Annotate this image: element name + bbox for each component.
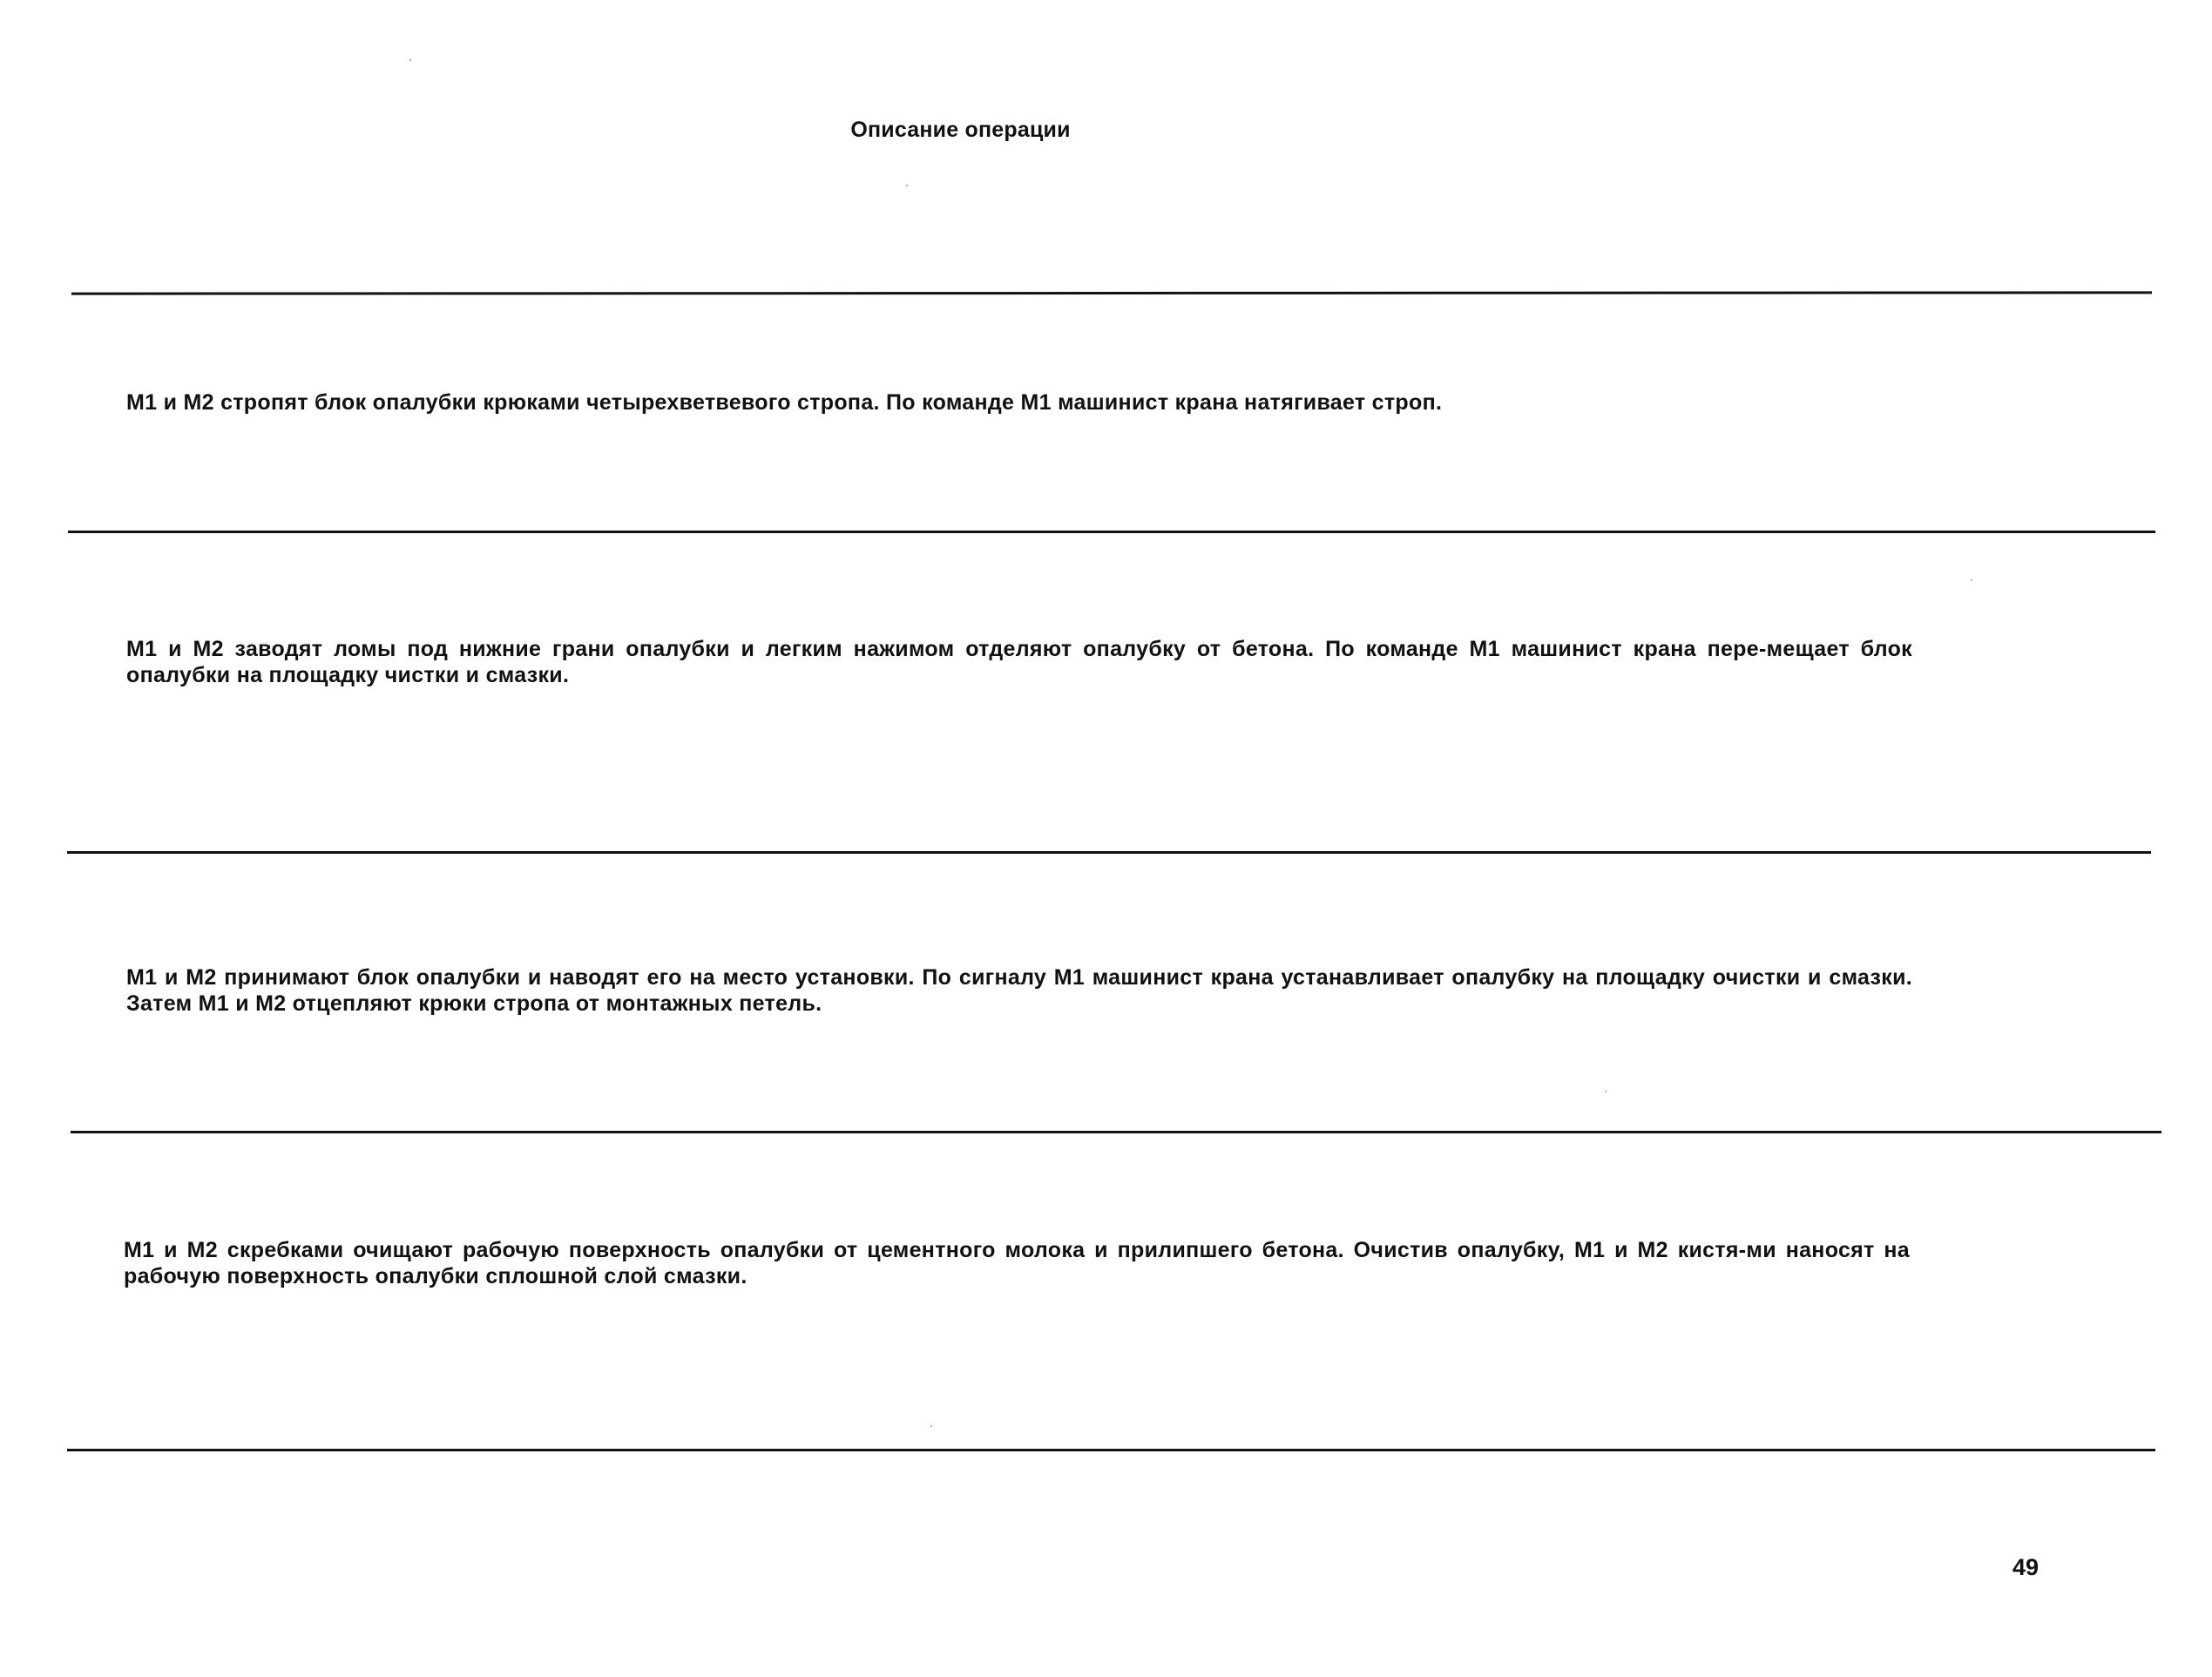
operation-description-3: М1 и М2 принимают блок опалубки и наводят его на место установки. По сигналу М1 машинист крана устанавливает опалубку на площадку очистки и смазки. Затем М1 и М2 отцепляют крюки стропа от монтажных петель.	[126, 965, 1912, 1016]
operation-description-1: М1 и М2 стропят блок опалубки крюками четырехветвевого стропа. По команде М1 машинист крана натягивает строп.	[126, 390, 1443, 415]
scan-speck	[1971, 579, 1972, 581]
operation-description-2: М1 и М2 заводят ломы под нижние грани опалубки и легким нажимом отделяют опалубку от бетона. По команде М1 машинист крана пере-мещает блок опалубки на площадку чистки и смазки.	[126, 637, 1912, 687]
table-rule-1	[68, 531, 2155, 533]
scan-speck	[409, 59, 411, 61]
table-rule-3	[71, 1131, 2161, 1133]
scan-speck	[1605, 1091, 1607, 1092]
operation-description-4: М1 и М2 скребками очищают рабочую поверхность опалубки от цементного молока и прилипшего бетона. Очистив опалубку, М1 и М2 кистя-ми наносят на рабочую поверхность опалубки сплошной слой смазки.	[124, 1238, 1910, 1288]
table-rule-bottom	[67, 1449, 2155, 1451]
scan-speck	[906, 185, 908, 186]
table-rule-2	[67, 851, 2151, 854]
table-rule-top	[71, 291, 2152, 294]
scan-speck	[930, 1425, 932, 1427]
column-header: Описание операции	[850, 118, 1071, 142]
page-number: 49	[2012, 1554, 2040, 1580]
